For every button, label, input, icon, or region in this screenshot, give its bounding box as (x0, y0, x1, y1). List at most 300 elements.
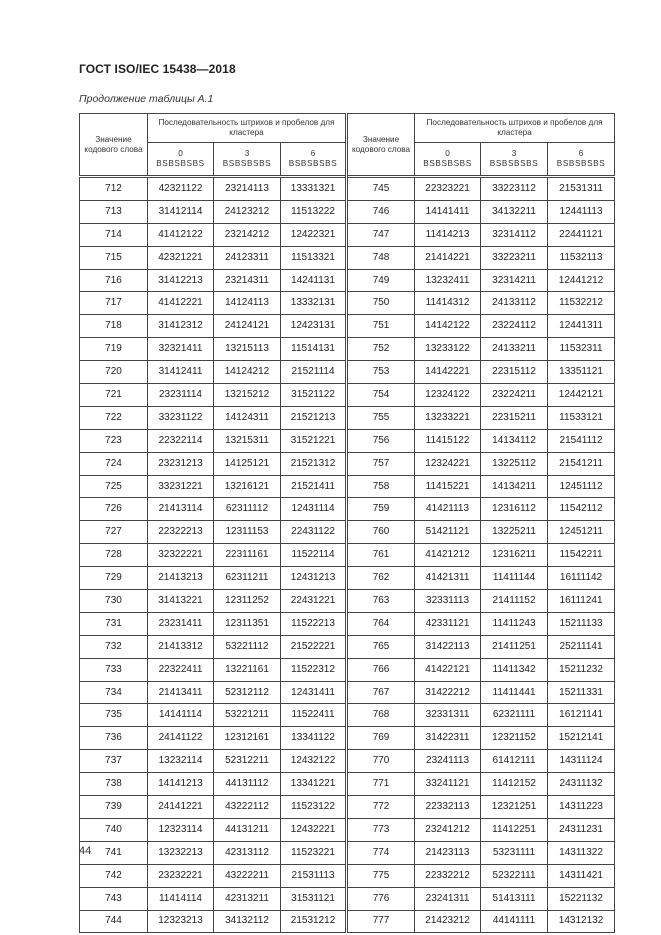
table-row (80, 635, 615, 658)
table-row (80, 452, 615, 475)
cluster-3-cell: 23214113 (214, 177, 281, 201)
codeword-value-cell: 729 (80, 567, 148, 590)
cluster-3-cell: 23224112 (481, 315, 548, 338)
cluster-0-cell: 32331113 (415, 590, 481, 613)
table-row (80, 681, 615, 704)
cluster-0-cell: 41421311 (415, 567, 481, 590)
codeword-value-cell: 740 (80, 818, 148, 841)
cluster-3-cell: 14125121 (214, 452, 281, 475)
table-row (80, 246, 615, 269)
cluster-3-cell: 22315112 (481, 361, 548, 384)
cluster-6-cell: 11533121 (548, 406, 615, 429)
codeword-value-cell: 764 (347, 612, 415, 635)
cluster-6-cell: 16111241 (548, 590, 615, 613)
cluster-3-cell: 12321251 (481, 796, 548, 819)
cluster-6-cell: 12423131 (281, 315, 347, 338)
cluster-0-cell: 33231122 (148, 406, 214, 429)
cluster-3-cell: 53231111 (481, 841, 548, 864)
cluster-3-cell: 12312161 (214, 727, 281, 750)
page-number: 44 (79, 845, 92, 857)
cluster-6-cell: 11542211 (548, 544, 615, 567)
cluster-0-cell: 23232221 (148, 864, 214, 887)
codeword-value-cell: 737 (80, 750, 148, 773)
cluster-3-cell: 44131112 (214, 773, 281, 796)
cluster-3-cell: 14124212 (214, 361, 281, 384)
header-codeword-value: Значение кодового слова (80, 114, 148, 177)
codeword-value-cell: 730 (80, 590, 148, 613)
codeword-value-cell: 742 (80, 864, 148, 887)
codeword-value-cell: 725 (80, 475, 148, 498)
table-row (80, 590, 615, 613)
cluster-6-cell: 21521312 (281, 452, 347, 475)
table-row (80, 292, 615, 315)
cluster-pattern: BSBSBSBS (288, 159, 338, 168)
cluster-6-cell: 15221132 (548, 887, 615, 910)
cluster-3-cell: 42313211 (214, 887, 281, 910)
cluster-0-cell: 23241113 (415, 750, 481, 773)
codeword-value-cell: 719 (80, 338, 148, 361)
table-row (80, 773, 615, 796)
cluster-6-cell: 21522221 (281, 635, 347, 658)
cluster-6-cell: 14311124 (548, 750, 615, 773)
cluster-0-cell: 13232411 (415, 269, 481, 292)
codeword-value-cell: 763 (347, 590, 415, 613)
cluster-0-cell: 11415221 (415, 475, 481, 498)
cluster-3-cell: 13221161 (214, 658, 281, 681)
cluster-0-cell: 41412122 (148, 223, 214, 246)
cluster-0-cell: 12323114 (148, 818, 214, 841)
cluster-0-cell: 21423212 (415, 910, 481, 933)
cluster-6-cell: 12441212 (548, 269, 615, 292)
codeword-value-cell: 718 (80, 315, 148, 338)
cluster-3-cell: 11411441 (481, 681, 548, 704)
codeword-value-cell: 771 (347, 773, 415, 796)
codeword-value-cell: 757 (347, 452, 415, 475)
cluster-3-cell: 11411342 (481, 658, 548, 681)
cluster-3-cell: 23224211 (481, 384, 548, 407)
cluster-6-cell: 12441311 (548, 315, 615, 338)
codeword-value-cell: 745 (347, 177, 415, 201)
cluster-6-cell: 31521221 (281, 429, 347, 452)
table-row (80, 498, 615, 521)
cluster-0-cell: 23231114 (148, 384, 214, 407)
cluster-3-cell: 21411251 (481, 635, 548, 658)
cluster-3-cell: 11411144 (481, 567, 548, 590)
cluster-3-cell: 13225112 (481, 452, 548, 475)
cluster-0-cell: 24141221 (148, 796, 214, 819)
cluster-6-cell: 21531212 (281, 910, 347, 933)
cluster-pattern: BSBSBSBS (156, 159, 205, 168)
cluster-0-cell: 42321122 (148, 177, 214, 201)
codeword-value-cell: 743 (80, 887, 148, 910)
cluster-6-cell: 11532311 (548, 338, 615, 361)
header-sequence: Последовательность штрихов и пробелов для кластера (415, 114, 615, 143)
table-row (80, 338, 615, 361)
codeword-value-cell: 741 (80, 841, 148, 864)
cluster-3-cell: 34132112 (214, 910, 281, 933)
cluster-0-cell: 33241121 (415, 773, 481, 796)
cluster-3-cell: 14134211 (481, 475, 548, 498)
cluster-3-cell: 62321111 (481, 704, 548, 727)
cluster-6-cell: 16121141 (548, 704, 615, 727)
table-row (80, 521, 615, 544)
cluster-0-cell: 11415122 (415, 429, 481, 452)
codeword-value-cell: 752 (347, 338, 415, 361)
cluster-3-cell: 53221112 (214, 635, 281, 658)
cluster-0-cell: 32322221 (148, 544, 214, 567)
cluster-6-cell: 12441113 (548, 200, 615, 223)
cluster-0-cell: 32331311 (415, 704, 481, 727)
cluster-3-cell: 12316112 (481, 498, 548, 521)
codeword-value-cell: 746 (347, 200, 415, 223)
cluster-number: 6 (310, 149, 316, 158)
cluster-0-cell: 31413221 (148, 590, 214, 613)
codeword-value-cell: 720 (80, 361, 148, 384)
cluster-3-cell: 53221211 (214, 704, 281, 727)
table-body (80, 177, 615, 933)
cluster-0-cell: 14141411 (415, 200, 481, 223)
header-cluster-6 (281, 143, 347, 177)
cluster-6-cell: 14241131 (281, 269, 347, 292)
codeword-value-cell: 770 (347, 750, 415, 773)
header-cluster-3 (214, 143, 281, 177)
cluster-6-cell: 12442121 (548, 384, 615, 407)
codeword-value-cell: 747 (347, 223, 415, 246)
codeword-value-cell: 717 (80, 292, 148, 315)
cluster-6-cell: 22431221 (281, 590, 347, 613)
cluster-3-cell: 23214311 (214, 269, 281, 292)
cluster-3-cell: 11411243 (481, 612, 548, 635)
cluster-number: 3 (244, 149, 250, 158)
table-row (80, 887, 615, 910)
table-row (80, 475, 615, 498)
cluster-pattern: BSBSBSBS (556, 159, 606, 168)
cluster-3-cell: 62311112 (214, 498, 281, 521)
table-row (80, 750, 615, 773)
cluster-0-cell: 24141122 (148, 727, 214, 750)
header-cluster-0 (415, 143, 481, 177)
cluster-0-cell: 11414312 (415, 292, 481, 315)
cluster-6-cell: 22441121 (548, 223, 615, 246)
table-row (80, 177, 615, 201)
codeword-value-cell: 748 (347, 246, 415, 269)
cluster-3-cell: 12311351 (214, 612, 281, 635)
cluster-6-cell: 11514131 (281, 338, 347, 361)
cluster-6-cell: 11513321 (281, 246, 347, 269)
cluster-0-cell: 41421113 (415, 498, 481, 521)
codeword-value-cell: 716 (80, 269, 148, 292)
cluster-0-cell: 12324221 (415, 452, 481, 475)
cluster-number: 3 (511, 149, 517, 158)
codeword-value-cell: 713 (80, 200, 148, 223)
cluster-3-cell: 24124121 (214, 315, 281, 338)
codeword-value-cell: 724 (80, 452, 148, 475)
cluster-0-cell: 14142122 (415, 315, 481, 338)
cluster-6-cell: 13341221 (281, 773, 347, 796)
cluster-3-cell: 52312112 (214, 681, 281, 704)
table-row (80, 704, 615, 727)
cluster-0-cell: 21413114 (148, 498, 214, 521)
codeword-value-cell: 756 (347, 429, 415, 452)
cluster-0-cell: 22332113 (415, 796, 481, 819)
codeword-value-cell: 726 (80, 498, 148, 521)
cluster-number: 0 (178, 149, 183, 158)
codeword-value-cell: 775 (347, 864, 415, 887)
codeword-value-cell: 761 (347, 544, 415, 567)
codeword-value-cell: 735 (80, 704, 148, 727)
cluster-6-cell: 22431122 (281, 521, 347, 544)
codeword-value-cell: 759 (347, 498, 415, 521)
cluster-6-cell: 11522213 (281, 612, 347, 635)
table-row (80, 910, 615, 933)
codeword-value-cell: 739 (80, 796, 148, 819)
cluster-3-cell: 33223112 (481, 177, 548, 201)
cluster-0-cell: 12324122 (415, 384, 481, 407)
cluster-number: 6 (578, 149, 584, 158)
codeword-value-cell: 712 (80, 177, 148, 201)
cluster-3-cell: 13215113 (214, 338, 281, 361)
cluster-3-cell: 12316211 (481, 544, 548, 567)
cluster-0-cell: 22322114 (148, 429, 214, 452)
cluster-3-cell: 32314112 (481, 223, 548, 246)
cluster-6-cell: 16111142 (548, 567, 615, 590)
cluster-0-cell: 21413213 (148, 567, 214, 590)
codeword-value-cell: 776 (347, 887, 415, 910)
codeword-value-cell: 734 (80, 681, 148, 704)
cluster-0-cell: 42331121 (415, 612, 481, 635)
cluster-3-cell: 12311153 (214, 521, 281, 544)
cluster-3-cell: 33223211 (481, 246, 548, 269)
table-row (80, 544, 615, 567)
codeword-value-cell: 722 (80, 406, 148, 429)
cluster-6-cell: 14312132 (548, 910, 615, 933)
cluster-0-cell: 41412221 (148, 292, 214, 315)
cluster-6-cell: 12451211 (548, 521, 615, 544)
codeword-value-cell: 723 (80, 429, 148, 452)
cluster-0-cell: 21413411 (148, 681, 214, 704)
cluster-3-cell: 22315211 (481, 406, 548, 429)
cluster-6-cell: 13341122 (281, 727, 347, 750)
cluster-3-cell: 51413111 (481, 887, 548, 910)
codeword-value-cell: 754 (347, 384, 415, 407)
cluster-pattern: BSBSBSBS (489, 159, 539, 168)
codeword-value-cell: 774 (347, 841, 415, 864)
codeword-value-cell: 777 (347, 910, 415, 933)
codeword-value-cell: 773 (347, 818, 415, 841)
cluster-3-cell: 43222112 (214, 796, 281, 819)
table-row (80, 841, 615, 864)
codeword-value-cell: 738 (80, 773, 148, 796)
cluster-6-cell: 31531121 (281, 887, 347, 910)
codeword-value-cell: 769 (347, 727, 415, 750)
cluster-pattern: BSBSBSBS (423, 159, 472, 168)
cluster-6-cell: 13351121 (548, 361, 615, 384)
codeword-value-cell: 721 (80, 384, 148, 407)
cluster-6-cell: 15211133 (548, 612, 615, 635)
cluster-0-cell: 14142221 (415, 361, 481, 384)
codeword-value-cell: 755 (347, 406, 415, 429)
header-cluster-6 (548, 143, 615, 177)
cluster-6-cell: 12451112 (548, 475, 615, 498)
codeword-value-cell: 760 (347, 521, 415, 544)
header-codeword-value: Значение кодового слова (347, 114, 415, 177)
table-row (80, 384, 615, 407)
cluster-6-cell: 21521411 (281, 475, 347, 498)
cluster-6-cell: 14311421 (548, 864, 615, 887)
cluster-0-cell: 31422113 (415, 635, 481, 658)
table-row (80, 200, 615, 223)
cluster-3-cell: 43222211 (214, 864, 281, 887)
cluster-3-cell: 52312211 (214, 750, 281, 773)
cluster-6-cell: 11523221 (281, 841, 347, 864)
cluster-6-cell: 21521114 (281, 361, 347, 384)
table-row (80, 864, 615, 887)
cluster-pattern: BSBSBSBS (222, 159, 272, 168)
codeword-value-cell: 728 (80, 544, 148, 567)
cluster-0-cell: 31422212 (415, 681, 481, 704)
cluster-6-cell: 12422321 (281, 223, 347, 246)
codeword-value-cell: 758 (347, 475, 415, 498)
cluster-0-cell: 22323221 (415, 177, 481, 201)
codeword-value-cell: 750 (347, 292, 415, 315)
cluster-6-cell: 15211331 (548, 681, 615, 704)
codeword-value-cell: 767 (347, 681, 415, 704)
cluster-0-cell: 13233221 (415, 406, 481, 429)
cluster-0-cell: 13232114 (148, 750, 214, 773)
cluster-3-cell: 14124113 (214, 292, 281, 315)
codeword-value-cell: 753 (347, 361, 415, 384)
header-cluster-0 (148, 143, 214, 177)
cluster-6-cell: 12431114 (281, 498, 347, 521)
cluster-6-cell: 11532212 (548, 292, 615, 315)
codeword-value-cell: 751 (347, 315, 415, 338)
table-row (80, 818, 615, 841)
cluster-3-cell: 13215311 (214, 429, 281, 452)
cluster-0-cell: 31422311 (415, 727, 481, 750)
cluster-6-cell: 13331321 (281, 177, 347, 201)
cluster-6-cell: 12432122 (281, 750, 347, 773)
cluster-0-cell: 31412411 (148, 361, 214, 384)
cluster-6-cell: 21531311 (548, 177, 615, 201)
codeword-value-cell: 762 (347, 567, 415, 590)
cluster-3-cell: 12321152 (481, 727, 548, 750)
cluster-number: 0 (445, 149, 450, 158)
table-row (80, 658, 615, 681)
cluster-3-cell: 32314211 (481, 269, 548, 292)
cluster-3-cell: 13225211 (481, 521, 548, 544)
codeword-value-cell: 749 (347, 269, 415, 292)
cluster-6-cell: 31521122 (281, 384, 347, 407)
cluster-6-cell: 12431411 (281, 681, 347, 704)
cluster-0-cell: 12323213 (148, 910, 214, 933)
cluster-0-cell: 32321411 (148, 338, 214, 361)
codeword-value-cell: 772 (347, 796, 415, 819)
cluster-0-cell: 31412213 (148, 269, 214, 292)
table-row (80, 429, 615, 452)
table-row (80, 796, 615, 819)
table-row (80, 223, 615, 246)
header-cluster-3 (481, 143, 548, 177)
codeword-value-cell: 727 (80, 521, 148, 544)
cluster-3-cell: 42313112 (214, 841, 281, 864)
table-row (80, 315, 615, 338)
cluster-3-cell: 14134112 (481, 429, 548, 452)
cluster-3-cell: 24133112 (481, 292, 548, 315)
cluster-3-cell: 34132211 (481, 200, 548, 223)
cluster-6-cell: 15211232 (548, 658, 615, 681)
cluster-0-cell: 22322213 (148, 521, 214, 544)
cluster-6-cell: 11522114 (281, 544, 347, 567)
cluster-3-cell: 24123212 (214, 200, 281, 223)
codeword-value-cell: 768 (347, 704, 415, 727)
cluster-0-cell: 41421212 (415, 544, 481, 567)
cluster-3-cell: 12311252 (214, 590, 281, 613)
cluster-6-cell: 11532113 (548, 246, 615, 269)
cluster-6-cell: 24311231 (548, 818, 615, 841)
standard-title: ГОСТ ISO/IEC 15438—2018 (79, 62, 236, 76)
codeword-value-cell: 732 (80, 635, 148, 658)
cluster-6-cell: 24311132 (548, 773, 615, 796)
cluster-0-cell: 23231411 (148, 612, 214, 635)
cluster-6-cell: 21521213 (281, 406, 347, 429)
cluster-3-cell: 52322111 (481, 864, 548, 887)
cluster-0-cell: 23241212 (415, 818, 481, 841)
cluster-6-cell: 11542112 (548, 498, 615, 521)
cluster-0-cell: 11414114 (148, 887, 214, 910)
cluster-0-cell: 31412114 (148, 200, 214, 223)
cluster-0-cell: 14141213 (148, 773, 214, 796)
cluster-3-cell: 24123311 (214, 246, 281, 269)
codeword-value-cell: 733 (80, 658, 148, 681)
cluster-6-cell: 25211141 (548, 635, 615, 658)
table-row (80, 567, 615, 590)
cluster-3-cell: 24133211 (481, 338, 548, 361)
cluster-3-cell: 44131211 (214, 818, 281, 841)
cluster-0-cell: 21414221 (415, 246, 481, 269)
cluster-6-cell: 21531113 (281, 864, 347, 887)
codeword-value-cell: 736 (80, 727, 148, 750)
cluster-3-cell: 13215212 (214, 384, 281, 407)
cluster-6-cell: 11522312 (281, 658, 347, 681)
cluster-3-cell: 21411152 (481, 590, 548, 613)
codeword-table (79, 113, 615, 933)
cluster-6-cell: 15212141 (548, 727, 615, 750)
cluster-3-cell: 11412251 (481, 818, 548, 841)
table-row (80, 269, 615, 292)
cluster-3-cell: 13216121 (214, 475, 281, 498)
cluster-6-cell: 13332131 (281, 292, 347, 315)
cluster-3-cell: 23214212 (214, 223, 281, 246)
cluster-0-cell: 13233122 (415, 338, 481, 361)
cluster-6-cell: 12432221 (281, 818, 347, 841)
table-row (80, 406, 615, 429)
cluster-0-cell: 14141114 (148, 704, 214, 727)
cluster-6-cell: 11523122 (281, 796, 347, 819)
cluster-0-cell: 23231213 (148, 452, 214, 475)
cluster-6-cell: 21541211 (548, 452, 615, 475)
cluster-0-cell: 23241311 (415, 887, 481, 910)
codeword-value-cell: 715 (80, 246, 148, 269)
cluster-6-cell: 21541112 (548, 429, 615, 452)
cluster-0-cell: 31412312 (148, 315, 214, 338)
cluster-3-cell: 62311211 (214, 567, 281, 590)
table-row (80, 612, 615, 635)
cluster-6-cell: 14311322 (548, 841, 615, 864)
table-row (80, 727, 615, 750)
codeword-value-cell: 731 (80, 612, 148, 635)
cluster-0-cell: 13232213 (148, 841, 214, 864)
cluster-3-cell: 61412111 (481, 750, 548, 773)
